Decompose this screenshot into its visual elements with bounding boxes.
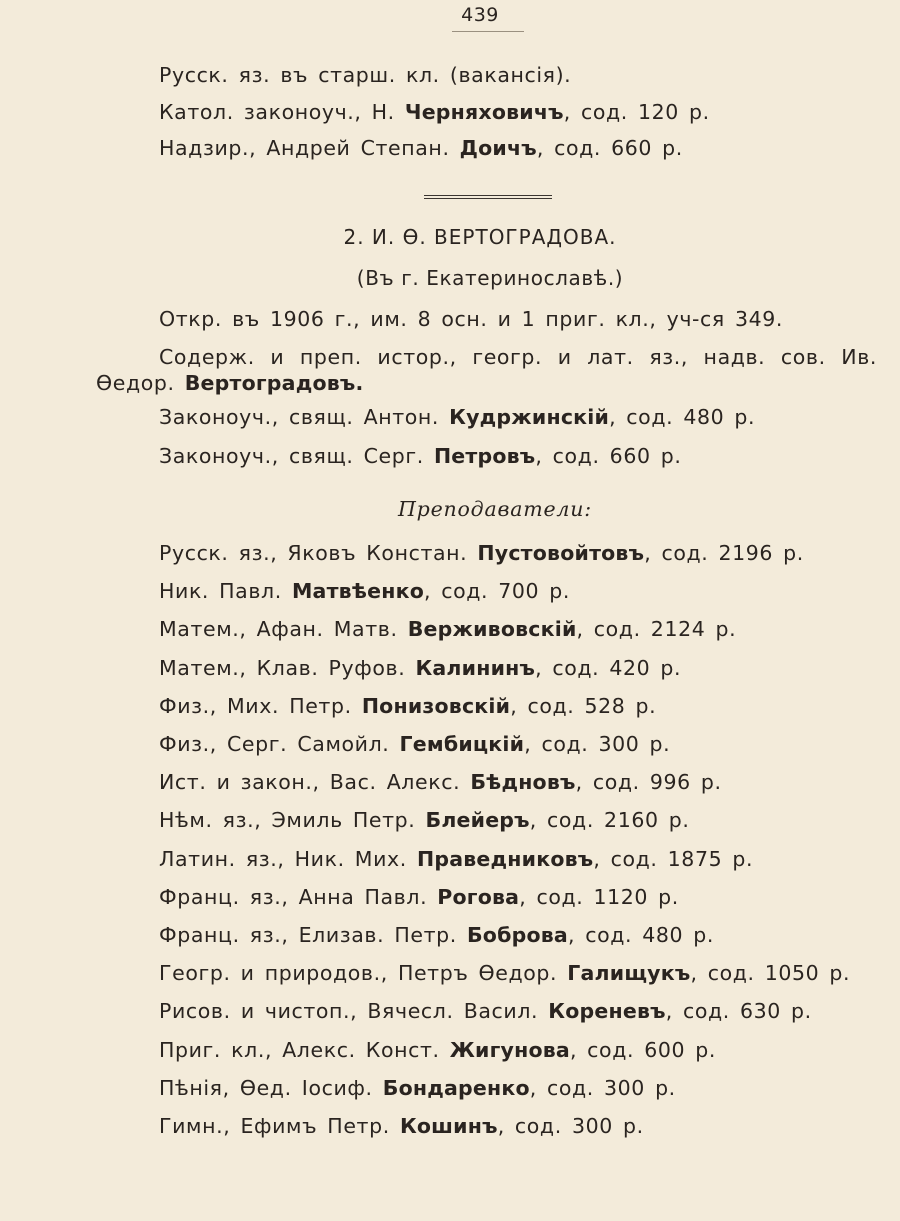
teacher-surname: Жигунова bbox=[449, 1038, 570, 1062]
teacher-salary: , сод. 700 р. bbox=[424, 579, 571, 603]
teacher-salary: , сод. 630 р. bbox=[665, 999, 812, 1023]
director-name-pre: Ѳедор. bbox=[96, 371, 185, 395]
teachers-heading: Преподаватели: bbox=[398, 497, 592, 521]
teacher-surname: Калининъ bbox=[415, 656, 536, 680]
entry-text: Русск. яз. въ старш. кл. (вакансія). bbox=[159, 63, 572, 87]
entry-surname: Черняховичъ bbox=[404, 100, 564, 124]
teacher-role: Латин. яз., Ник. Мих. bbox=[159, 847, 417, 871]
entry-line bbox=[159, 62, 571, 88]
teacher-surname: Блейеръ bbox=[425, 808, 530, 832]
entry-role: Катол. законоуч., Н. bbox=[159, 100, 405, 124]
teacher-line bbox=[159, 1113, 644, 1139]
teacher-salary: , сод. 1120 р. bbox=[519, 885, 679, 909]
entry-line bbox=[159, 99, 710, 125]
teacher-salary: , сод. 1875 р. bbox=[593, 847, 754, 871]
director-line-cont bbox=[96, 370, 364, 396]
teacher-surname: Рогова bbox=[437, 885, 520, 909]
page-number-rule bbox=[452, 31, 524, 32]
teacher-salary: , сод. 2124 р. bbox=[576, 617, 737, 641]
teacher-surname: Пустовойтовъ bbox=[477, 541, 645, 565]
teacher-role: Физ., Серг. Самойл. bbox=[159, 732, 400, 756]
entry-salary: , сод. 660 р. bbox=[536, 136, 683, 160]
law-teacher-line bbox=[159, 443, 681, 469]
entry-role: Надзир., Андрей Степан. bbox=[159, 136, 460, 160]
teacher-salary: , сод. 600 р. bbox=[569, 1038, 716, 1062]
teacher-surname: Понизовскій bbox=[361, 694, 511, 718]
teacher-salary: , сод. 300 р. bbox=[524, 732, 671, 756]
teacher-line bbox=[159, 731, 670, 757]
teacher-salary: , сод. 480 р. bbox=[567, 923, 714, 947]
section-location: (Въ г. Екатеринославѣ.) bbox=[356, 266, 624, 290]
entry-surname: Петровъ bbox=[433, 444, 536, 468]
teacher-surname: Боброва bbox=[466, 923, 568, 947]
teacher-line bbox=[159, 960, 850, 986]
teacher-line bbox=[159, 884, 679, 910]
teacher-role: Русск. яз., Яковъ Констан. bbox=[159, 541, 478, 565]
teacher-line bbox=[159, 1037, 716, 1063]
director-surname: Вертоградовъ. bbox=[184, 371, 364, 395]
entry-line bbox=[159, 135, 683, 161]
teacher-line bbox=[159, 655, 681, 681]
teacher-surname: Гембицкій bbox=[399, 732, 525, 756]
teacher-surname: Галищукъ bbox=[567, 961, 691, 985]
teacher-salary: , сод. 2196 р. bbox=[644, 541, 804, 565]
teacher-salary: , сод. 528 р. bbox=[510, 694, 657, 718]
teacher-role: Приг. кл., Алекс. Конст. bbox=[159, 1038, 450, 1062]
teacher-surname: Бѣдновъ bbox=[470, 770, 576, 794]
teacher-line bbox=[159, 616, 736, 642]
entry-surname: Доичъ bbox=[459, 136, 537, 160]
entry-salary: , сод. 480 р. bbox=[609, 405, 756, 429]
section-separator bbox=[424, 195, 552, 199]
teacher-salary: , сод. 996 р. bbox=[575, 770, 722, 794]
teacher-surname: Матвѣенко bbox=[291, 579, 424, 603]
entry-surname: Кудржинскій bbox=[449, 405, 610, 429]
teacher-role: Матем., Афан. Матв. bbox=[159, 617, 408, 641]
teacher-surname: Праведниковъ bbox=[417, 847, 594, 871]
teacher-line bbox=[159, 693, 656, 719]
teacher-role: Физ., Мих. Петр. bbox=[159, 694, 362, 718]
law-teacher-line bbox=[159, 404, 755, 430]
teacher-role: Ник. Павл. bbox=[159, 579, 292, 603]
teacher-line bbox=[159, 540, 804, 566]
teacher-role: Франц. яз., Анна Павл. bbox=[159, 885, 438, 909]
teacher-salary: , сод. 1050 р. bbox=[690, 961, 851, 985]
teacher-role: Гимн., Ефимъ Петр. bbox=[159, 1114, 400, 1138]
teacher-role: Матем., Клав. Руфов. bbox=[159, 656, 416, 680]
teacher-salary: , сод. 420 р. bbox=[535, 656, 682, 680]
teacher-line bbox=[159, 1075, 676, 1101]
teacher-role: Нѣм. яз., Эмиль Петр. bbox=[159, 808, 426, 832]
teacher-surname: Кореневъ bbox=[548, 999, 666, 1023]
page-number: 439 bbox=[461, 4, 499, 26]
teacher-line bbox=[159, 769, 722, 795]
entry-role: Законоуч., свящ. Антон. bbox=[159, 405, 450, 429]
teacher-line bbox=[159, 578, 570, 604]
teacher-line bbox=[159, 846, 753, 872]
teacher-surname: Верживовскій bbox=[407, 617, 577, 641]
entry-role: Законоуч., свящ. Серг. bbox=[159, 444, 434, 468]
teacher-salary: , сод. 2160 р. bbox=[529, 808, 690, 832]
teacher-role: Ист. и закон., Вас. Алекс. bbox=[159, 770, 471, 794]
teacher-line bbox=[159, 998, 812, 1024]
teacher-salary: , сод. 300 р. bbox=[529, 1076, 676, 1100]
teacher-surname: Кошинъ bbox=[399, 1114, 498, 1138]
teacher-role: Геогр. и природов., Петръ Ѳедор. bbox=[159, 961, 568, 985]
teacher-role: Пѣнія, Ѳед. Іосиф. bbox=[159, 1076, 383, 1100]
opened-line: Откр. въ 1906 г., им. 8 осн. и 1 приг. кл., уч-ся 349. bbox=[159, 307, 784, 331]
teacher-role: Рисов. и чистоп., Вячесл. Васил. bbox=[159, 999, 549, 1023]
teacher-line bbox=[159, 807, 689, 833]
entry-salary: , сод. 120 р. bbox=[563, 100, 710, 124]
teacher-role: Франц. яз., Елизав. Петр. bbox=[159, 923, 467, 947]
teacher-surname: Бондаренко bbox=[382, 1076, 530, 1100]
teacher-line bbox=[159, 922, 714, 948]
section-title: 2. И. Ѳ. ВЕРТОГРАДОВА. bbox=[343, 225, 617, 249]
director-line: Содерж. и преп. истор., геогр. и лат. яз., надв. сов. Ив. bbox=[159, 345, 877, 369]
entry-salary: , сод. 660 р. bbox=[535, 444, 682, 468]
teacher-salary: , сод. 300 р. bbox=[497, 1114, 644, 1138]
